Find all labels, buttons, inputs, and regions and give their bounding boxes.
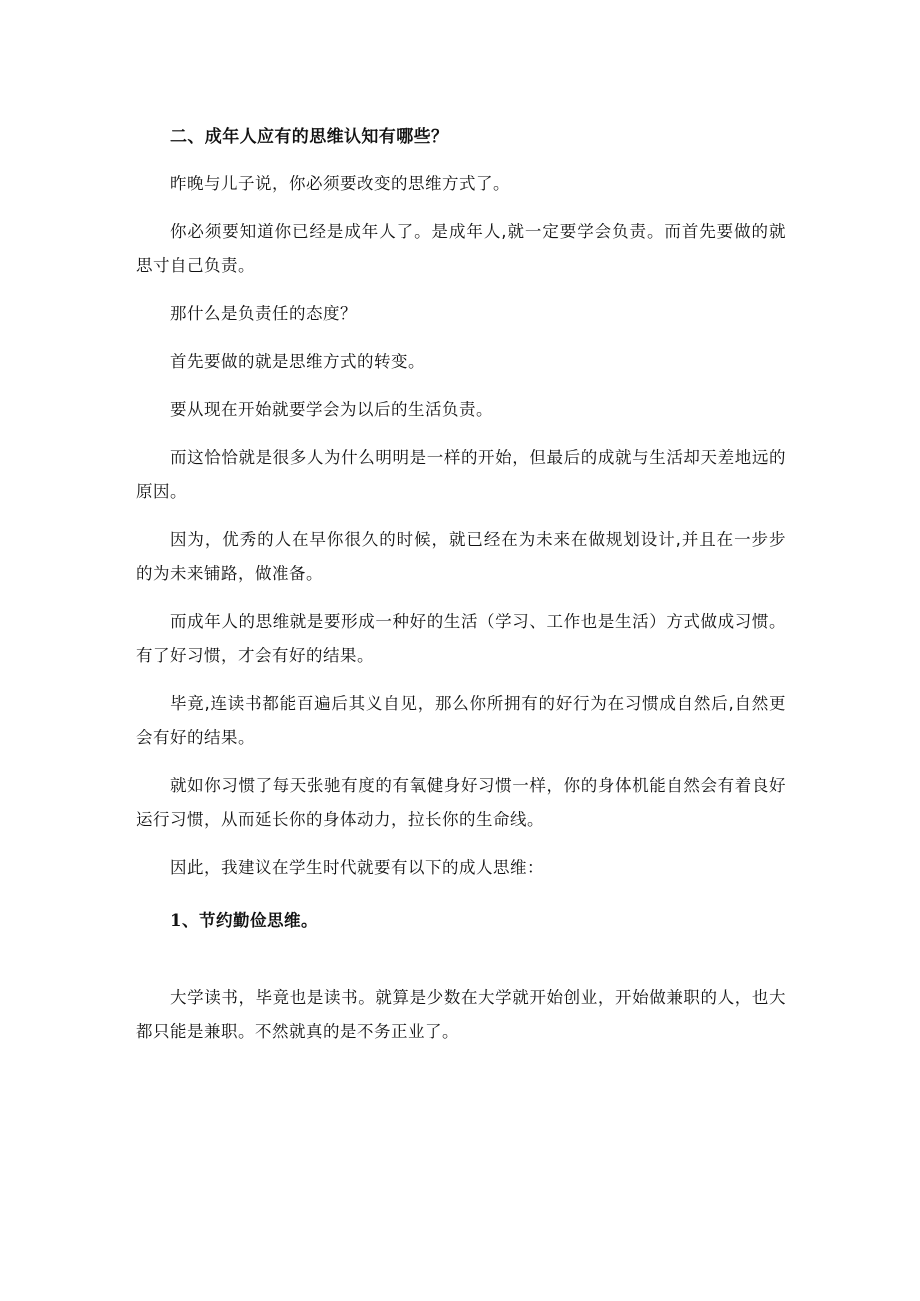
spacer [136, 331, 786, 345]
spacer [136, 673, 786, 687]
section-heading: 二、成年人应有的思维认知有哪些？ [170, 127, 449, 147]
paragraph: 首先要做的就是思维方式的转变。 [170, 352, 425, 371]
paragraph: 而成年人的思维就是要形成一种好的生活（学习、工作也是生活）方式做成习惯。有了好习惯，才会有好的结果。 [136, 612, 786, 665]
spacer [136, 427, 786, 441]
document-body [136, 121, 786, 1049]
paragraph: 昨晚与儿子说，你必须要改变的思维方式了。 [170, 174, 510, 193]
spacer [136, 837, 786, 851]
spacer [136, 283, 786, 297]
spacer [136, 591, 786, 605]
spacer [136, 937, 786, 981]
paragraph: 大学读书，毕竟也是读书。就算是少数在大学就开始创业，开始做兼职的人，也大都只能是兼职。不然就真的是不务正业了。 [136, 988, 786, 1041]
spacer [136, 153, 786, 167]
paragraph: 你必须要知道你已经是成年人了。是成年人,就一定要学会负责。而首先要做的就思寸自己负责。 [136, 222, 786, 275]
spacer [136, 755, 786, 769]
spacer [136, 201, 786, 215]
paragraph: 要从现在开始就要学会为以后的生活负责。 [170, 400, 493, 419]
paragraph: 毕竟,连读书都能百遍后其义自见，那么你所拥有的好行为在习惯成自然后,自然更会有好的结果。 [136, 694, 786, 747]
spacer [136, 885, 786, 905]
spacer [136, 509, 786, 523]
spacer [136, 379, 786, 393]
paragraph: 因为，优秀的人在早你很久的时候，就已经在为未来在做规划设计,并且在一步步的为未来铺路，做准备。 [136, 530, 786, 583]
subsection-title: 1、节约勤俭思维。 [170, 911, 318, 930]
paragraph: 因此，我建议在学生时代就要有以下的成人思维： [170, 858, 544, 877]
paragraph: 那什么是负责任的态度？ [170, 304, 357, 323]
paragraph: 而这恰恰就是很多人为什么明明是一样的开始，但最后的成就与生活却天差地远的原因。 [136, 448, 786, 501]
paragraph: 就如你习惯了每天张驰有度的有氧健身好习惯一样，你的身体机能自然会有着良好运行习惯，从而延长你的身体动力，拉长你的生命线。 [136, 776, 786, 829]
